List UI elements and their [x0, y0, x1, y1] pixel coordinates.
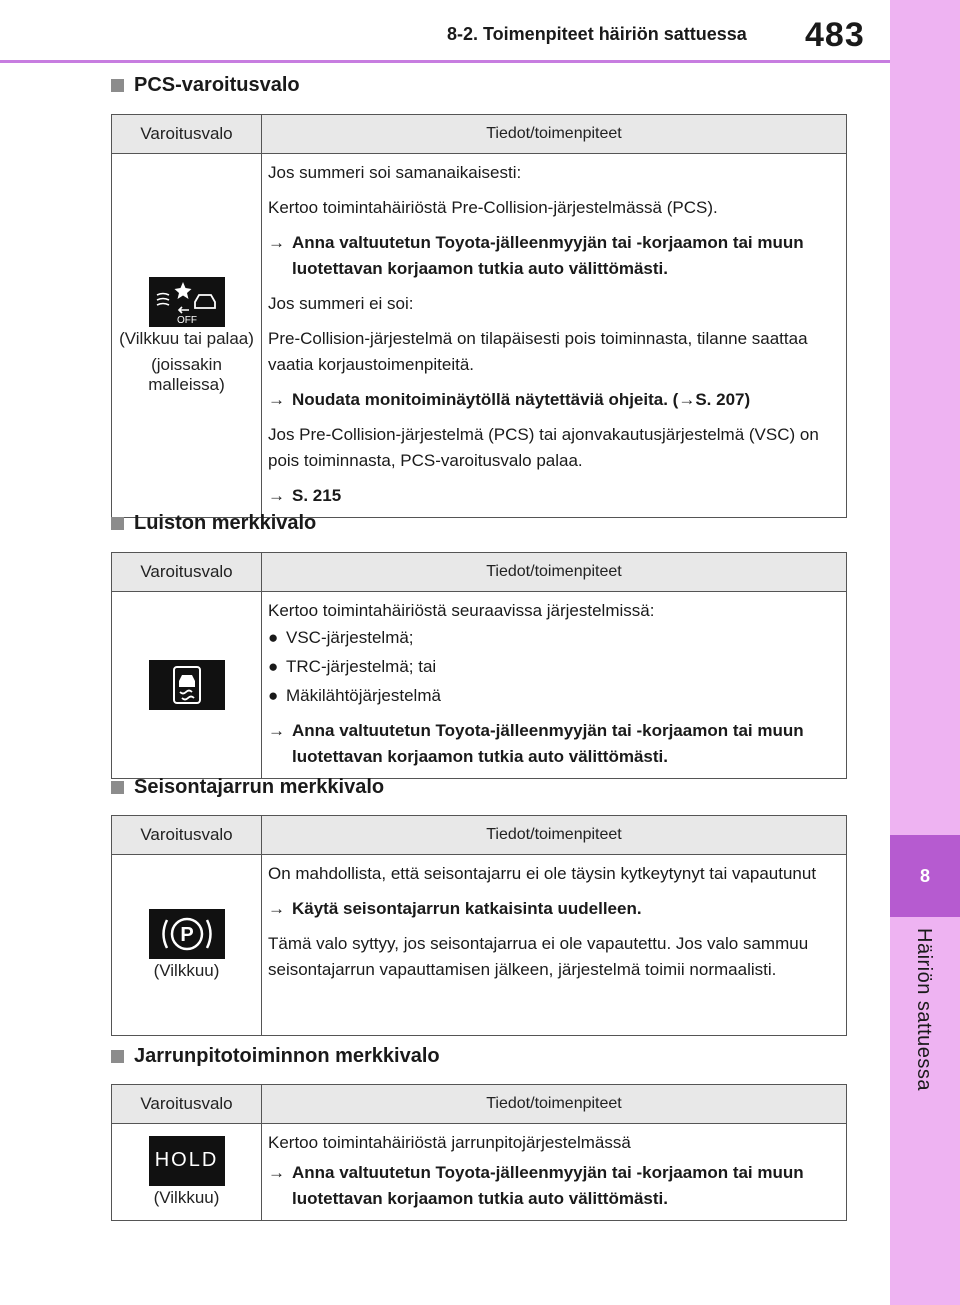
column-header-light: Varoitusvalo	[112, 816, 262, 855]
light-caption: (Vilkkuu tai palaa)	[119, 328, 254, 348]
list-item: ● TRC-järjestelmä; tai	[268, 654, 838, 680]
slip-indicator-icon	[149, 660, 225, 710]
action-item: → Anna valtuutetun Toyota-jälleenmyyjän tai -korjaamon tai muun luotettavan korjaamon tutkia auto välittömästi.	[268, 718, 838, 770]
warning-light-cell	[112, 855, 262, 1036]
list-item: ● Mäkilähtöjärjestelmä	[268, 683, 838, 709]
header-divider	[0, 60, 890, 63]
bullet-icon: ●	[268, 686, 279, 705]
column-header-light: Varoitusvalo	[112, 1085, 262, 1124]
svg-text:P: P	[179, 924, 194, 946]
column-header-info: Tiedot/toimenpiteet	[262, 553, 847, 592]
info-text: Jos summeri soi samanaikaisesti:	[268, 163, 522, 182]
warning-light-cell	[112, 154, 262, 518]
info-text: Jos summeri ei soi:	[268, 294, 414, 313]
section-heading-slip: Luiston merkkivalo	[111, 512, 316, 535]
arrow-icon: →	[268, 233, 285, 252]
action-item: → Anna valtuutetun Toyota-jälleenmyyjän tai -korjaamon tai muun luotettavan korjaamon tutkia auto välittömästi.	[268, 1160, 838, 1212]
brake-hold-table	[111, 1084, 847, 1221]
column-header-info: Tiedot/toimenpiteet	[262, 816, 847, 855]
pcs-table	[111, 114, 847, 518]
action-item: → Noudata monitoiminäytöllä näytettäviä ohjeita. (→S. 207)	[268, 387, 838, 413]
square-bullet-icon	[111, 781, 124, 794]
arrow-icon: →	[268, 1163, 285, 1182]
parking-brake-icon	[149, 909, 225, 959]
warning-light-cell	[112, 592, 262, 779]
brake-hold-icon: HOLD	[149, 1136, 225, 1186]
section-heading-pcs: PCS-varoitusvalo	[111, 74, 300, 97]
column-header-info: Tiedot/toimenpiteet	[262, 115, 847, 154]
info-text: Tämä valo syttyy, jos seisontajarrua ei ole vapautettu. Jos valo sammuu seisontajarrun vapauttamisen jälkeen, järjestelmä toimii normaalisti.	[268, 934, 809, 979]
pcs-warning-icon	[149, 277, 225, 327]
info-text: On mahdollista, että seisontajarru ei ole täysin kytkeytynyt tai vapautunut	[268, 864, 817, 883]
light-note: (joissakin malleissa)	[148, 354, 225, 394]
list-item: ● VSC-järjestelmä;	[268, 625, 838, 651]
info-text: Kertoo toimintahäiriöstä seuraavissa järjestelmissä:	[268, 601, 655, 620]
info-text: Kertoo toimintahäiriöstä jarrunpitojärjestelmässä	[268, 1133, 631, 1152]
column-header-light: Varoitusvalo	[112, 553, 262, 592]
action-item: → S. 215	[268, 483, 838, 509]
bullet-icon: ●	[268, 657, 279, 676]
warning-light-cell	[112, 1124, 262, 1221]
column-header-light: Varoitusvalo	[112, 115, 262, 154]
arrow-icon: →	[268, 390, 285, 409]
parking-brake-table	[111, 815, 847, 1036]
info-cell	[262, 1124, 847, 1221]
side-tab-bar	[890, 0, 960, 1305]
svg-text:OFF: OFF	[176, 314, 197, 326]
square-bullet-icon	[111, 1050, 124, 1063]
section-title: 8-2. Toimenpiteet häiriön sattuessa	[447, 24, 747, 44]
arrow-icon: →	[268, 486, 285, 505]
square-bullet-icon	[111, 79, 124, 92]
action-item: → Käytä seisontajarrun katkaisinta uudelleen.	[268, 896, 838, 922]
info-cell	[262, 855, 847, 1036]
light-caption: (Vilkkuu)	[153, 961, 220, 980]
info-text: Jos Pre-Collision-järjestelmä (PCS) tai ajonvakautusjärjestelmä (VSC) on pois toiminnasta, PCS-varoitusvalo palaa.	[268, 425, 819, 470]
arrow-icon: →	[268, 899, 285, 918]
square-bullet-icon	[111, 517, 124, 530]
info-cell	[262, 154, 847, 518]
bullet-icon: ●	[268, 628, 279, 647]
column-header-info: Tiedot/toimenpiteet	[262, 1085, 847, 1124]
info-text: Pre-Collision-järjestelmä on tilapäisesti pois toiminnasta, tilanne saattaa vaatia korjaustoimenpiteitä.	[268, 329, 808, 374]
action-item: → Anna valtuutetun Toyota-jälleenmyyjän tai -korjaamon tai muun luotettavan korjaamon tutkia auto välittömästi.	[268, 230, 838, 282]
page-number: 483	[805, 16, 865, 54]
info-cell	[262, 592, 847, 779]
chapter-label: Häiriön sattuessa	[913, 928, 935, 1092]
arrow-icon: →	[268, 721, 285, 740]
chapter-tab: 8	[890, 835, 960, 917]
info-text: Kertoo toimintahäiriöstä Pre-Collision-järjestelmässä (PCS).	[268, 198, 718, 217]
slip-table	[111, 552, 847, 779]
section-heading-parking-brake: Seisontajarrun merkkivalo	[111, 776, 384, 799]
light-caption: (Vilkkuu)	[153, 1188, 220, 1207]
section-heading-brake-hold: Jarrunpitotoiminnon merkkivalo	[111, 1045, 440, 1068]
